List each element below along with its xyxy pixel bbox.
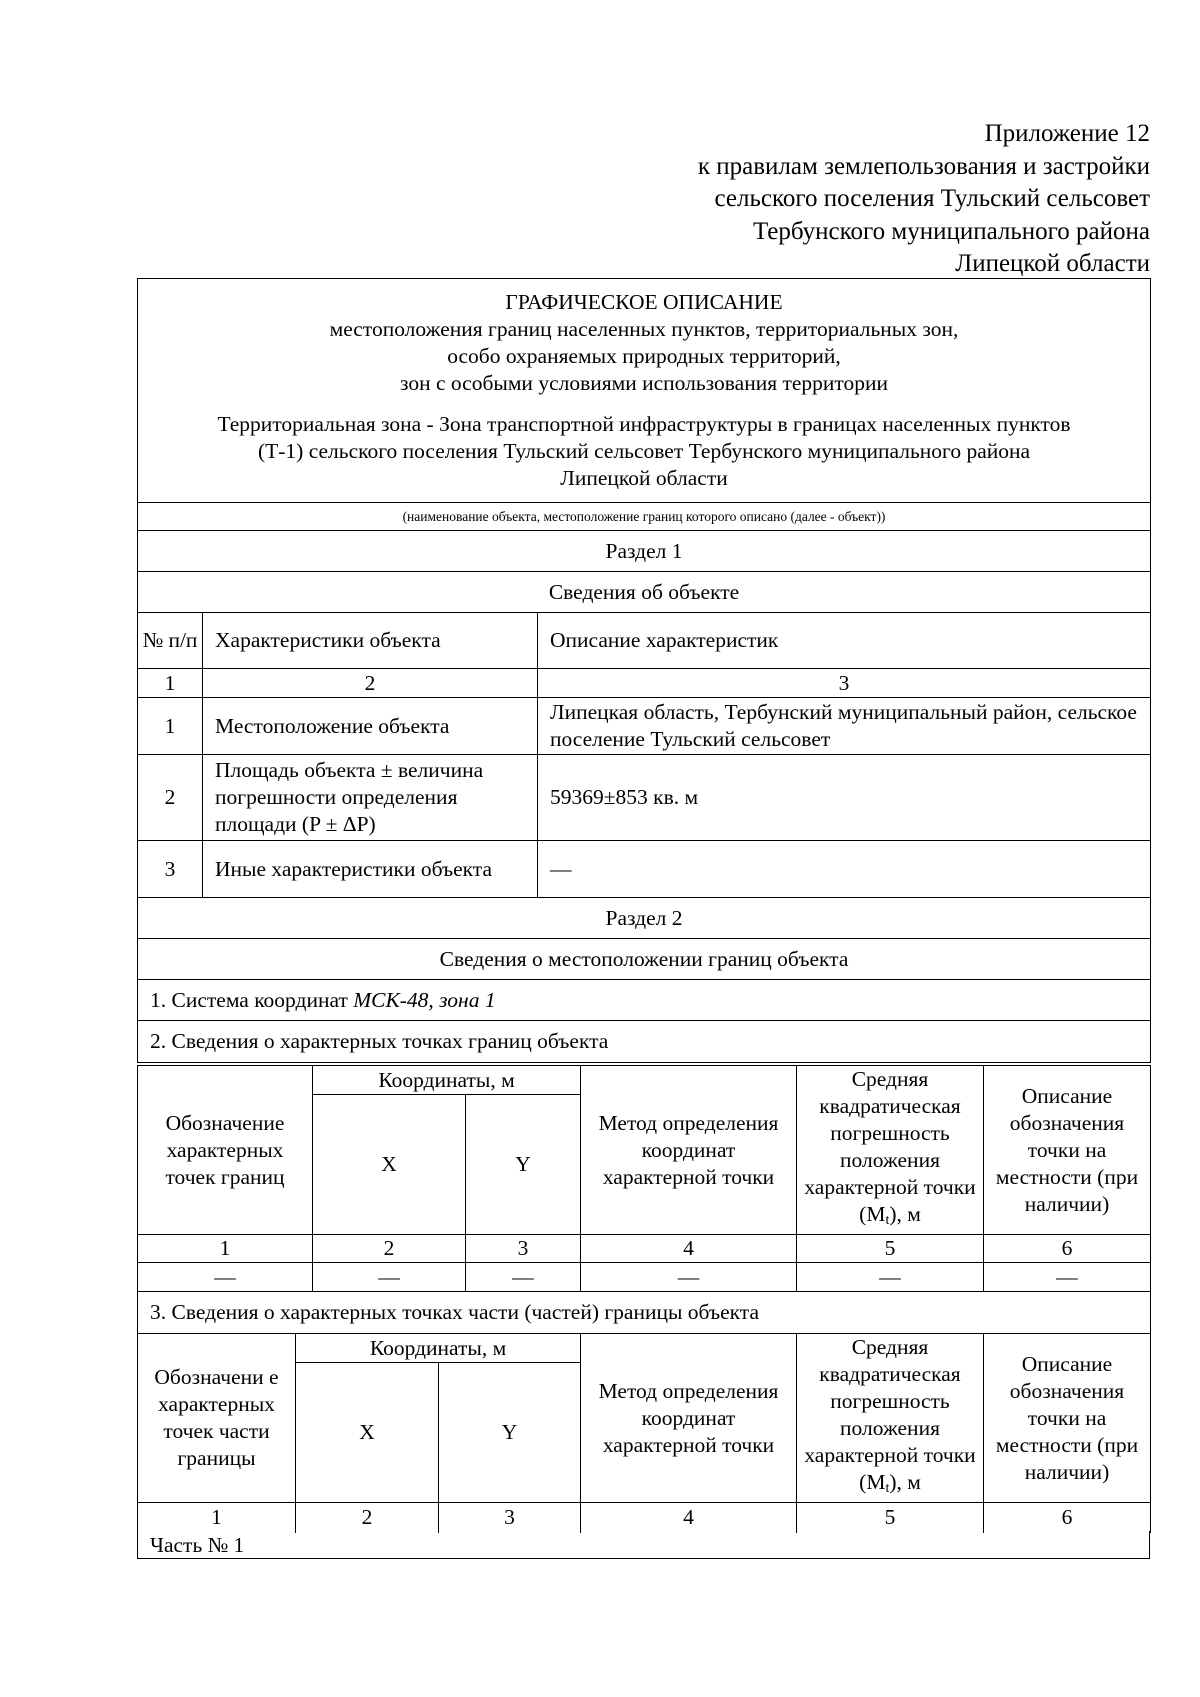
row-characteristic: Иные характеристики объекта: [203, 841, 538, 898]
row-description: Липецкая область, Тербунский муниципальный район, сельское поселение Тульский сельсовет: [538, 698, 1151, 755]
row-description: 59369±853 кв. м: [538, 755, 1151, 841]
row-characteristic: Местоположение объекта: [203, 698, 538, 755]
col-header-y: Y: [439, 1363, 581, 1503]
annex-line-3: сельского поселения Тульский сельсовет: [714, 185, 1150, 212]
points-section-title: 2. Сведения о характерных точках границ объекта: [138, 1021, 1151, 1063]
col-header-characteristic: Характеристики объекта: [203, 613, 538, 669]
zone-name-1: Территориальная зона - Зона транспортной инфраструктуры в границах населенных пунктов: [217, 412, 1071, 436]
empty-cell: —: [797, 1263, 984, 1292]
document-subtitle-3: зон с особыми условиями использования территории: [399, 371, 889, 395]
empty-cell: —: [581, 1263, 797, 1292]
col-index: 1: [138, 669, 203, 698]
table-row: [138, 1263, 1151, 1292]
row-number: 3: [138, 841, 203, 898]
row-number: 1: [138, 698, 203, 755]
annex-heading: [450, 118, 1150, 281]
document-subtitle-2: особо охраняемых природных территорий,: [447, 344, 841, 368]
coordinate-system-prefix: 1. Система координат: [150, 987, 354, 1012]
table-row: [138, 698, 1151, 755]
section-1-title: Раздел 1: [138, 531, 1151, 572]
col-index: 3: [439, 1503, 581, 1533]
col-header-coordinates: Координаты, м: [313, 1066, 581, 1095]
col-index: 6: [984, 1503, 1151, 1533]
table-row: [138, 841, 1151, 898]
part-label: Часть № 1: [137, 1531, 1150, 1559]
col-header-mean-error: Средняя квадратическая погрешность положения характерной точки $(M_t)$, м: [797, 1066, 984, 1235]
zone-name-3: Липецкой области: [560, 466, 728, 490]
col-header-method: Метод определения координат характерной точки: [581, 1066, 797, 1235]
section-2-title: Раздел 2: [138, 898, 1151, 939]
col-index: 4: [581, 1503, 797, 1533]
col-index: 3: [538, 669, 1151, 698]
object-info-table: [137, 278, 1151, 1063]
col-index: 2: [296, 1503, 439, 1533]
col-index: 5: [797, 1503, 984, 1533]
col-index: 2: [313, 1235, 466, 1263]
document-title: ГРАФИЧЕСКОЕ ОПИСАНИЕ: [505, 290, 783, 314]
empty-cell: —: [984, 1263, 1151, 1292]
empty-cell: —: [313, 1263, 466, 1292]
object-caption: (наименование объекта, местоположение границ которого описано (далее - объект)): [138, 503, 1151, 531]
col-header-point-description: Описание обозначения точки на местности (при наличии): [984, 1066, 1151, 1235]
coordinate-system: [138, 980, 1151, 1021]
col-index: 1: [138, 1235, 313, 1263]
parts-section-title: 3. Сведения о характерных точках части (частей) границы объекта: [138, 1292, 1151, 1334]
row-characteristic: Площадь объекта ± величина погрешности определения площади (P ± ΔP): [203, 755, 538, 841]
col-header-x: X: [296, 1363, 439, 1503]
col-index: 5: [797, 1235, 984, 1263]
boundary-parts-table: [137, 1333, 1151, 1533]
col-header-x: X: [313, 1095, 466, 1235]
section-1-subtitle: Сведения об объекте: [138, 572, 1151, 613]
col-header-point-designation: Обозначение характерных точек границ: [138, 1066, 313, 1235]
row-description: —: [538, 841, 1151, 898]
boundary-points-table: [137, 1065, 1151, 1334]
document-header: [138, 279, 1151, 503]
table-row: [138, 755, 1151, 841]
col-header-mean-error: Средняя квадратическая погрешность положения характерной точки $(M_t)$, м: [797, 1334, 984, 1503]
col-header-y: Y: [466, 1095, 581, 1235]
col-header-description: Описание характеристик: [538, 613, 1151, 669]
col-header-number: № п/п: [138, 613, 203, 669]
col-index: 2: [203, 669, 538, 698]
col-index: 6: [984, 1235, 1151, 1263]
annex-line-5: Липецкой области: [955, 250, 1150, 277]
col-header-part-point-designation: Обозначени е характерных точек части границы: [138, 1334, 296, 1503]
empty-cell: —: [138, 1263, 313, 1292]
annex-line-1: Приложение 12: [984, 120, 1150, 147]
section-2-subtitle: Сведения о местоположении границ объекта: [138, 939, 1151, 980]
coordinate-system-value: МСК-48, зона 1: [353, 987, 496, 1012]
col-header-method: Метод определения координат характерной точки: [581, 1334, 797, 1503]
col-index: 4: [581, 1235, 797, 1263]
empty-cell: —: [466, 1263, 581, 1292]
annex-line-4: Тербунского муниципального района: [752, 217, 1150, 245]
zone-name-2: (Т-1) сельского поселения Тульский сельсовет Тербунского муниципального района: [257, 439, 1031, 463]
col-index: 3: [466, 1235, 581, 1263]
row-number: 2: [138, 755, 203, 841]
document-subtitle-1: местоположения границ населенных пунктов, территориальных зон,: [329, 317, 959, 341]
annex-line-2: к правилам землепользования и застройки: [697, 152, 1150, 180]
col-index: 1: [138, 1503, 296, 1533]
col-header-coordinates: Координаты, м: [296, 1334, 581, 1363]
col-header-point-description: Описание обозначения точки на местности (при наличии): [984, 1334, 1151, 1503]
